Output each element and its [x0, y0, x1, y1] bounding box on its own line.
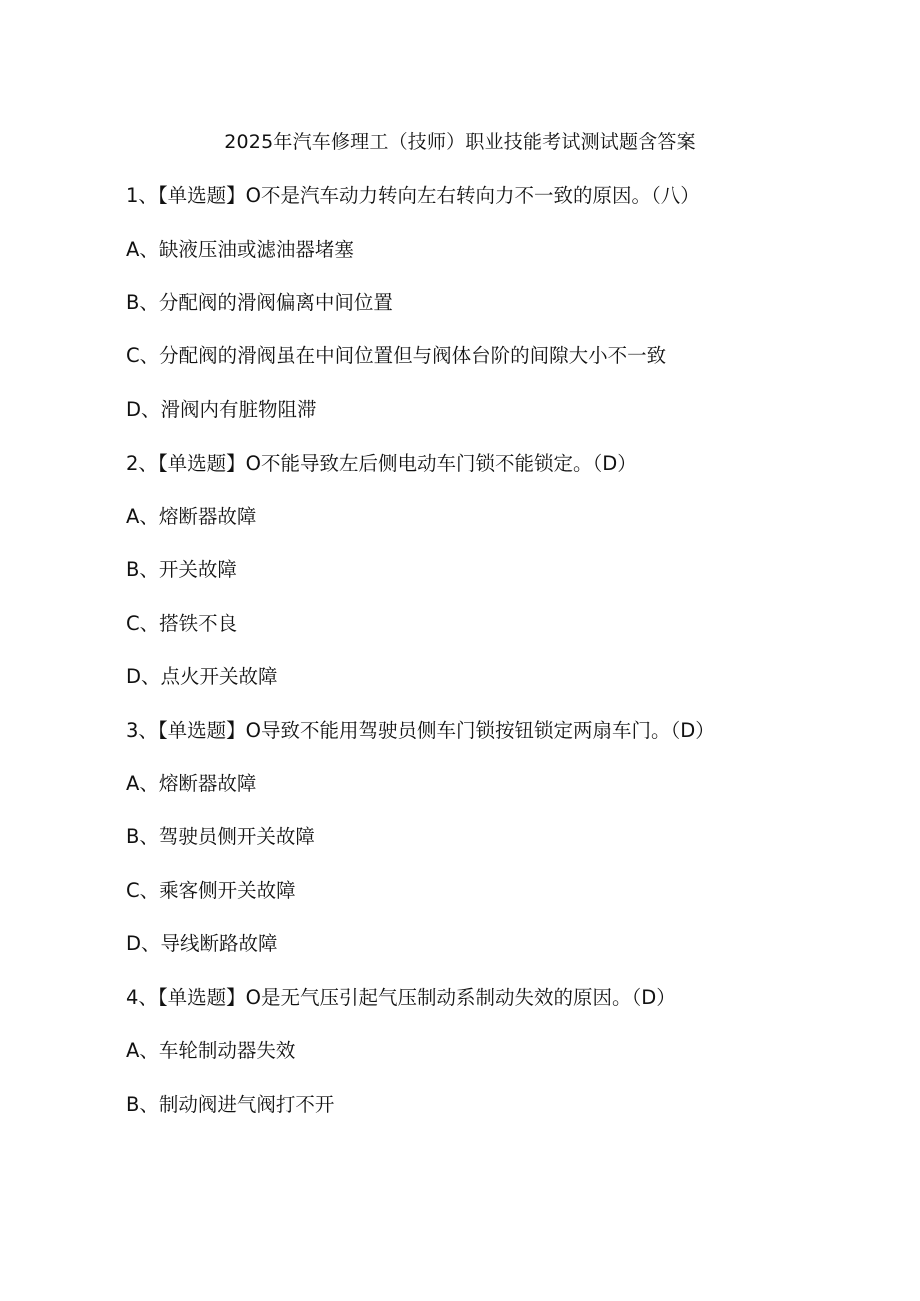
question-3-option-c: C、乘客侧开关故障 [126, 879, 296, 902]
question-1-option-d: D、滑阀内有脏物阻滞 [126, 398, 317, 421]
question-3-stem: 3、【单选题】O导致不能用驾驶员侧车门锁按钮锁定两扇车门。（D） [126, 719, 715, 742]
question-2-option-d: D、点火开关故障 [126, 665, 278, 688]
question-2-option-c: C、搭铁不良 [126, 612, 238, 635]
question-1-option-b: B、分配阀的滑阀偏离中间位置 [126, 291, 393, 314]
question-2-option-b: B、开关故障 [126, 558, 237, 581]
question-3-option-d: D、导线断路故障 [126, 932, 278, 955]
question-4-option-a: A、车轮制动器失效 [126, 1039, 296, 1062]
question-2-stem: 2、【单选题】O不能导致左后侧电动车门锁不能锁定。（D） [126, 452, 637, 475]
question-4-stem: 4、【单选题】O是无气压引起气压制动系制动失效的原因。（D） [126, 986, 676, 1009]
question-4-option-b: B、制动阀进气阀打不开 [126, 1093, 335, 1116]
question-1-stem: 1、【单选题】O不是汽车动力转向左右转向力不一致的原因。（八） [126, 184, 700, 207]
question-3-option-b: B、驾驶员侧开关故障 [126, 825, 315, 848]
document-title: 2025年汽车修理工（技师）职业技能考试测试题含答案 [224, 131, 696, 153]
question-2-option-a: A、熔断器故障 [126, 505, 257, 528]
question-3-option-a: A、熔断器故障 [126, 772, 257, 795]
question-1-option-a: A、缺液压油或滤油器堵塞 [126, 238, 354, 261]
question-1-option-c: C、分配阀的滑阀虽在中间位置但与阀体台阶的间隙大小不一致 [126, 344, 667, 367]
